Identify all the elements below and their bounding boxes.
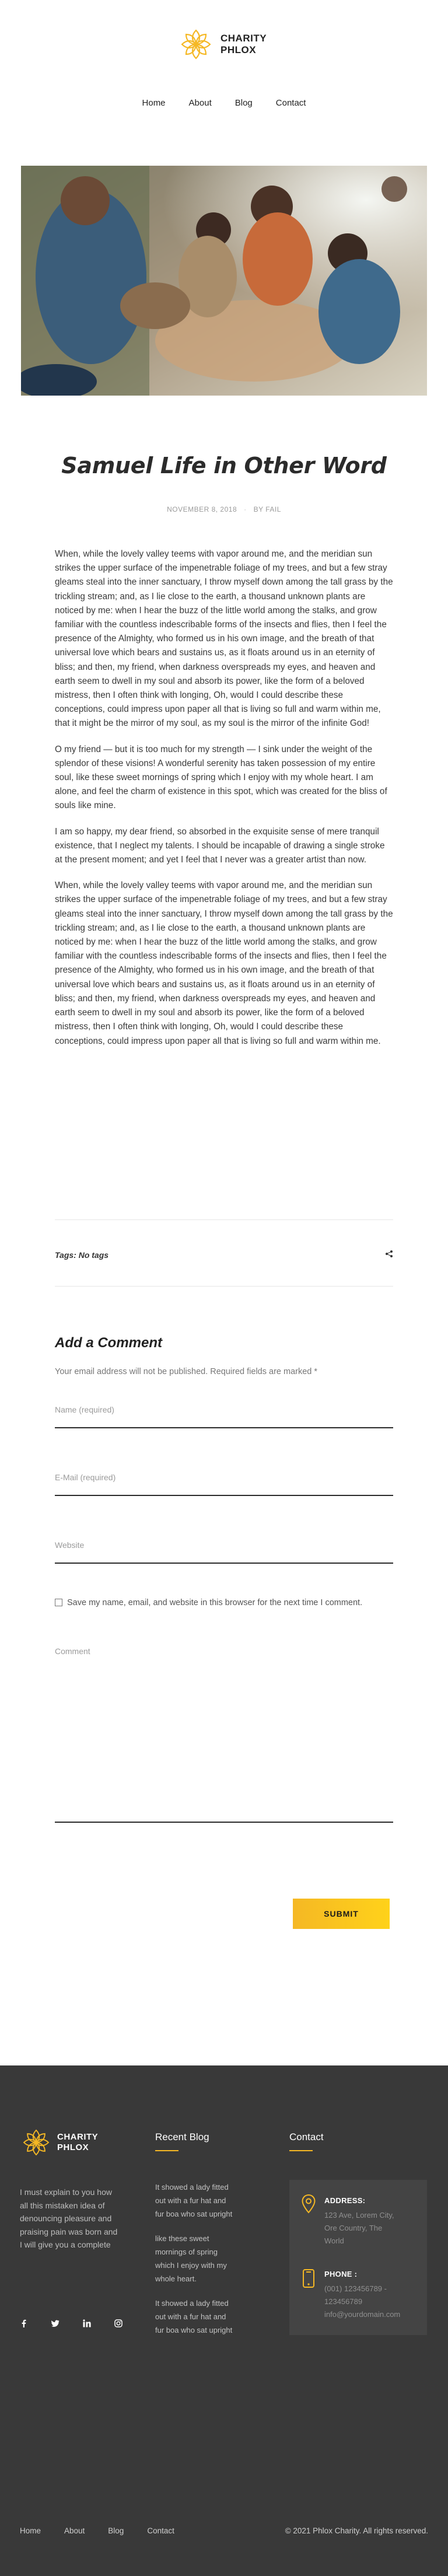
- email-field-wrapper: [55, 1473, 393, 1496]
- facebook-icon[interactable]: [20, 2319, 28, 2327]
- linkedin-icon[interactable]: [83, 2319, 91, 2327]
- website-input[interactable]: [55, 1540, 393, 1550]
- share-icon[interactable]: [385, 1250, 393, 1258]
- location-pin-icon: [301, 2194, 316, 2214]
- address-value: 123 Ave, Lorem City, Ore Country, The World: [324, 2211, 394, 2245]
- submit-button[interactable]: SUBMIT: [293, 1899, 390, 1929]
- instagram-icon[interactable]: [114, 2319, 123, 2327]
- hero-photo: [21, 166, 427, 396]
- twitter-icon[interactable]: [51, 2319, 60, 2327]
- nav-blog[interactable]: Blog: [235, 98, 253, 108]
- recent-blog-title: Recent Blog: [155, 2131, 209, 2151]
- social-links: [20, 2319, 123, 2327]
- footer-nav-blog[interactable]: Blog: [108, 2526, 124, 2535]
- post-author[interactable]: BY FAIL: [253, 505, 281, 513]
- recent-post-link[interactable]: It showed a lady fitted out with a fur hat and fur boa who sat upright: [155, 2299, 233, 2334]
- post-date[interactable]: NOVEMBER 8, 2018: [167, 505, 237, 513]
- footer-nav-about[interactable]: About: [64, 2526, 85, 2535]
- name-input[interactable]: [55, 1405, 393, 1414]
- recent-post-link[interactable]: It showed a lady fitted out with a fur hat and fur boa who sat upright: [155, 2183, 233, 2218]
- copyright: © 2021 Phlox Charity. All rights reserved.: [285, 2526, 428, 2535]
- comment-form-title: Add a Comment: [55, 1335, 163, 1351]
- divider: [55, 1219, 393, 1220]
- paragraph: When, while the lovely valley teems with vapor around me, and the meridian sun strikes the upper surface of the impenetrable foliage of my trees, and but a few stray gleams steal into the inner sanctuary, I throw myself down among the tall grass by the trickling stream; and, as I lie close to the earth, a thousand unknown plants are noticed by me: when I hear the buzz of the little world among the stalks, and grow familiar with the countless indescribable forms of the insects and flies, then I feel the presence of the Almighty, who formed us in his own image, and the breath of that universal love which bears and sustains us, as it floats around us in an eternity of bliss; and then, my friend, when darkness overspreads my eyes, and heaven and earth seem to dwell in my soul and absorb its power, like the form of a beloved mistress, then I often think with longing, Oh, would I could describe these conceptions, could impress upon paper all that is living so full and warm within me, that it might be the mirror of my soul, as my soul is the mirror of the infinite God!: [55, 549, 393, 729]
- site-footer: [0, 2065, 448, 2576]
- paragraph: I am so happy, my dear friend, so absorbed in the exquisite sense of mere tranquil existence, that I neglect my talents. I should be incapable of drawing a single stroke at the present moment; and yet I feel that I never was a greater artist than now.: [55, 826, 385, 865]
- footer-nav: [20, 2526, 174, 2535]
- footer-logo[interactable]: [20, 2126, 98, 2159]
- consent-checkbox[interactable]: [55, 1599, 62, 1606]
- comment-form-note: Your email address will not be published. Required fields are marked *: [55, 1367, 318, 1376]
- nav-about[interactable]: About: [188, 98, 212, 108]
- email-input[interactable]: [55, 1473, 393, 1482]
- logo-line-2: PHLOX: [57, 2142, 89, 2152]
- footer-logo-text: [57, 2132, 98, 2153]
- logo-line-2: PHLOX: [220, 44, 257, 55]
- post-tags: Tags: No tags: [55, 1250, 109, 1260]
- footer-nav-contact[interactable]: Contact: [147, 2526, 174, 2535]
- recent-posts: [155, 2180, 237, 2348]
- post-meta: [0, 505, 448, 513]
- contact-title: Contact: [289, 2131, 324, 2151]
- consent-label: Save my name, email, and website in this browser for the next time I comment.: [67, 1598, 363, 1607]
- logo-text: [220, 33, 267, 56]
- footer-nav-home[interactable]: Home: [20, 2526, 41, 2535]
- consent-row: [55, 1596, 393, 1610]
- divider: [55, 1286, 393, 1287]
- paragraph: When, while the lovely valley teems with vapor around me, and the meridian sun strikes the upper surface of the impenetrable foliage of my trees, and but a few stray gleams steal into the inner sanctuary, I throw myself down among the tall grass by the trickling stream; and, as I lie close to the earth, a thousand unknown plants are noticed by me: when I hear the buzz of the little world among the stalks, and grow familiar with the countless indescribable forms of the insects and flies, then I feel the presence of the Almighty, who formed us in his own image, and the breath of that universal love which bears and sustains us, as it floats around us in an eternity of bliss; and then, my friend, when darkness overspreads my eyes, and heaven and earth seem to dwell in my soul and absorb its power, like the form of a beloved mistress, then I often think with longing, Oh, would I could describe these conceptions, could impress upon paper all that is living so full and warm within me.: [55, 880, 393, 1046]
- comment-textarea[interactable]: [55, 1647, 393, 1816]
- name-field-wrapper: [55, 1405, 393, 1428]
- phone-icon: [301, 2269, 316, 2288]
- hero-image: [21, 166, 427, 396]
- logo-flower-icon: [177, 26, 215, 63]
- logo-line-1: CHARITY: [220, 33, 267, 44]
- phone-label: PHONE :: [324, 2270, 358, 2278]
- website-field-wrapper: [55, 1540, 393, 1564]
- phone-value: (001) 123456789 - 123456789 info@yourdomain.com: [324, 2284, 401, 2319]
- comment-field-wrapper: [55, 1647, 393, 1823]
- post-title: Samuel Life in Other Word: [61, 453, 387, 478]
- footer-about: I must explain to you how all this mistaken idea of denouncing pleasure and praising pain was born and I will give you a complete: [20, 2187, 118, 2249]
- meta-separator: ·: [244, 505, 247, 513]
- main-nav: [0, 98, 448, 108]
- site-logo[interactable]: [177, 26, 267, 63]
- address-label: ADDRESS:: [324, 2196, 366, 2205]
- post-content: [55, 547, 393, 1060]
- contact-card: [289, 2180, 427, 2335]
- site-header: [0, 0, 448, 152]
- nav-contact[interactable]: Contact: [275, 98, 306, 108]
- recent-post-link[interactable]: like these sweet mornings of spring which I enjoy with my whole heart.: [155, 2234, 227, 2283]
- nav-home[interactable]: Home: [142, 98, 166, 108]
- paragraph: O my friend — but it is too much for my strength — I sink under the weight of the splendor of these visions! A wonderful serenity has taken possession of my entire soul, like these sweet mornings of spring which I enjoy with my whole heart. I am alone, and feel the charm of existence in this spot, which was created for the bliss of souls like mine.: [55, 744, 387, 811]
- logo-line-1: CHARITY: [57, 2132, 99, 2142]
- logo-flower-icon: [20, 2126, 52, 2159]
